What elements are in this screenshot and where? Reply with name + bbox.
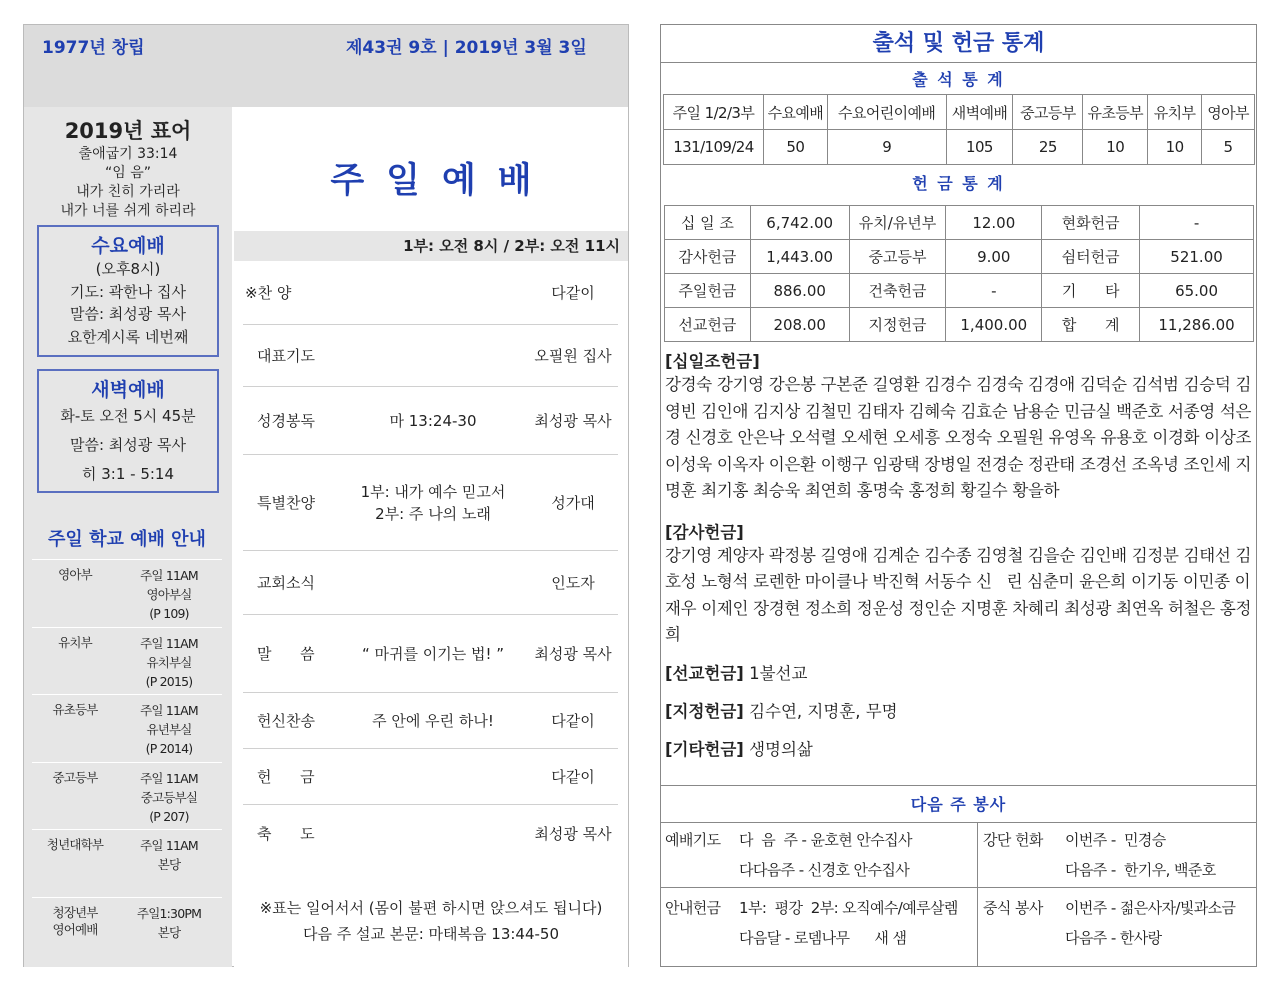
table-cell: 131/109/24 (664, 130, 764, 165)
table-cell: 1,443.00 (750, 240, 849, 274)
offering-title: 헌 금 통 계 (912, 174, 1005, 193)
ss-info (124, 769, 214, 826)
order-of-worship (234, 261, 628, 967)
table-cell: 합 계 (1042, 308, 1140, 342)
usher-label: 안내헌금 (665, 899, 721, 917)
order-leader: 인도자 (551, 574, 595, 592)
thanks-heading: [감사헌금] (665, 522, 744, 542)
order-notes (234, 895, 628, 947)
order-row (243, 455, 618, 551)
ss-info (124, 904, 214, 942)
stats-title: 출석 및 헌금 통계 (661, 25, 1256, 63)
order-row (243, 551, 618, 615)
service-title-block (234, 107, 628, 229)
table-cell: 현화헌금 (1042, 206, 1140, 240)
altar-next: 다음주 - 한기우, 백준호 (1065, 861, 1216, 879)
bulletin-right-page (660, 24, 1257, 967)
order-label: 축 도 (257, 825, 315, 843)
service-title: 주일예배 (330, 161, 554, 201)
meal-label: 중식 봉사 (983, 899, 1043, 917)
offering-row (665, 274, 1254, 308)
table-cell: 유치부 (1148, 95, 1202, 130)
order-leader: 최성광 목사 (534, 645, 612, 663)
wednesday-prayer: 기도: 곽한나 집사 (69, 282, 187, 301)
sunday-school-row (32, 560, 222, 628)
ss-dept: 유초등부 (52, 702, 98, 717)
left-sidebar (24, 107, 232, 967)
order-label: 말 씀 (257, 645, 315, 663)
ss-dept: 유치부 (58, 634, 92, 650)
order-leader: 다같이 (551, 712, 595, 730)
table-cell: 6,742.00 (750, 206, 849, 240)
offering-row (665, 206, 1254, 240)
order-leader: 오필원 집사 (534, 347, 612, 365)
ss-room: (P 2014) (145, 741, 193, 756)
table-cell: 65.00 (1140, 274, 1254, 308)
ss-place: 유년부실 (146, 722, 192, 737)
prayer-this: 다 음 주 - 윤호현 안수집사 (739, 831, 912, 849)
attendance-table (663, 94, 1255, 165)
table-cell: - (946, 274, 1042, 308)
table-cell: 건축헌금 (849, 274, 946, 308)
table-cell: 유초등부 (1083, 95, 1148, 130)
tithe-section (665, 348, 1253, 505)
table-cell: 886.00 (750, 274, 849, 308)
table-cell: 5 (1202, 130, 1255, 165)
order-row (243, 261, 618, 325)
order-leader: 성가대 (551, 494, 595, 512)
table-cell: 521.00 (1140, 240, 1254, 274)
serving-divider (977, 823, 978, 967)
usher-this: 1부: 평강 2부: 오직예수/예루살렘 (739, 899, 958, 917)
table-cell: 중고등부 (1013, 95, 1083, 130)
order-leader: 최성광 목사 (534, 412, 612, 430)
wednesday-title: 수요예배 (91, 235, 165, 257)
wednesday-time: (오후8시) (95, 260, 161, 278)
mission-section (665, 663, 1253, 685)
order-row (243, 325, 618, 387)
table-cell: 영아부 (1202, 95, 1255, 130)
mission-heading: [선교헌금] (665, 663, 744, 683)
table-cell: 9 (827, 130, 946, 165)
attendance-title: 출 석 통 계 (912, 70, 1005, 89)
serving-title: 다음 주 봉사 (661, 785, 1256, 823)
table-cell: 12.00 (946, 206, 1042, 240)
table-cell: 주일헌금 (665, 274, 751, 308)
standing-note: ※표는 일어서서 (몸이 불편 하시면 앉으셔도 됩니다) (259, 899, 603, 917)
table-cell: 50 (763, 130, 827, 165)
ss-dept: 영아부 (58, 567, 92, 582)
other-heading: [기타헌금] (665, 739, 744, 759)
dawn-service-box (37, 369, 219, 493)
table-cell: 수요예배 (763, 95, 827, 130)
ss-time: 주일 11AM (140, 770, 198, 786)
altar-this: 이번주 - 민경승 (1065, 831, 1166, 849)
offering-table (664, 205, 1254, 342)
wednesday-service-box (37, 225, 219, 357)
next-sermon-text: 다음 주 설교 본문: 마태복음 13:44-50 (302, 925, 559, 943)
table-cell: 10 (1083, 130, 1148, 165)
order-row (243, 387, 618, 455)
ss-room: (P 109) (149, 606, 189, 621)
sunday-school-title: 주일 학교 예배 안내 (32, 520, 222, 560)
order-detail: 1부: 내가 예수 믿고서 2부: 주 나의 노래 (360, 483, 506, 523)
meal-next: 다음주 - 한사랑 (1065, 929, 1162, 947)
designated-heading: [지정헌금] (665, 701, 744, 721)
ss-time: 주일 11AM (140, 568, 198, 583)
designated-names: 김수연, 지명훈, 무명 (749, 701, 898, 721)
bulletin-left-page (23, 24, 629, 967)
sunday-school-row (32, 830, 222, 898)
bulletin-header (24, 25, 628, 107)
meal-this: 이번주 - 젊은사자/빛과소금 (1065, 899, 1236, 917)
ss-place: 본당 (157, 857, 181, 872)
wednesday-sermon: 말씀: 최성광 목사 (69, 305, 187, 323)
motto-line-1: 내가 친히 가리라 (76, 184, 180, 200)
order-detail: 주 안에 우린 하나! (372, 712, 494, 730)
sunday-school-row (32, 628, 222, 696)
ss-info (124, 566, 214, 623)
order-detail: “ 마귀를 이기는 법! ” (361, 645, 505, 663)
serving-divider (661, 887, 1256, 888)
serving-table (661, 823, 1256, 967)
motto-word: “임 음” (104, 165, 151, 181)
annual-motto (24, 107, 232, 221)
ss-place: 영아부실 (146, 587, 192, 602)
sunday-school-guide (32, 520, 222, 960)
table-cell: 중고등부 (849, 240, 946, 274)
ss-time: 주일 11AM (140, 635, 198, 651)
motto-line-2: 내가 너를 쉬게 하리라 (60, 203, 196, 219)
table-cell: 유치/유년부 (849, 206, 946, 240)
dawn-text: 히 3:1 - 5:14 (81, 465, 175, 483)
giving-list (665, 348, 1253, 777)
prayer-next: 다다음주 - 신경호 안수집사 (739, 861, 910, 879)
sunday-school-row (32, 898, 222, 966)
founded-year: 1977년 창립 (42, 38, 145, 58)
table-cell: 주일 1/2/3부 (664, 95, 764, 130)
designated-section (665, 701, 1253, 723)
order-detail: 마 13:24-30 (389, 412, 477, 430)
wednesday-series: 요한계시록 네번째 (67, 327, 189, 346)
table-cell: 10 (1148, 130, 1202, 165)
table-cell: 쉼터헌금 (1042, 240, 1140, 274)
motto-reference: 출애굽기 33:14 (78, 146, 178, 162)
table-cell: 선교헌금 (665, 308, 751, 342)
ss-room: (P 2015) (145, 673, 193, 689)
tithe-heading: [십일조헌금] (665, 352, 760, 371)
ss-info (124, 836, 214, 874)
prayer-label: 예배기도 (665, 831, 721, 849)
ss-dept: 청장년부 영어예배 (52, 904, 98, 937)
thanks-section (665, 519, 1253, 649)
order-label: 대표기도 (257, 347, 315, 365)
offering-row (665, 240, 1254, 274)
tithe-names: 강경숙 강기영 강은봉 구본준 길영환 김경수 김경숙 김경애 김덕순 김석범 김승덕 김영빈 김인애 김지상 김철민 김태자 김혜숙 김효순 남용순 민금실 백준호 서종영 석은경 신경호 안은낙 오석렬 오세현 오세흥 오정숙 오필원 유영옥 유용호 이경화 이상조 이성욱 이옥자 이은환 이행구 임광택 장병일 전경순 정관태 조경선 조옥녕 조인세 지명훈 최기홍 최승욱 최연희 홍명숙 홍정희 황길수 황을하 (665, 375, 1252, 500)
ss-dept: 청년대학부 (46, 837, 104, 852)
order-row (243, 749, 618, 805)
attendance-header-row (664, 95, 1255, 130)
table-cell: 수요어린이예배 (827, 95, 946, 130)
sunday-school-row (32, 695, 222, 763)
usher-next: 다음달 - 로뎀나무 새 샘 (739, 929, 907, 947)
other-section (665, 739, 1253, 761)
table-cell: 지정헌금 (849, 308, 946, 342)
thanks-names: 강기영 계양자 곽정봉 길영애 김계순 김수종 김영철 김을순 김인배 김정분 김태선 김호성 노형석 로렌한 마이클나 박진혁 서동수 신 린 심춘미 윤은희 이기동 이민종 이재우 이제인 장경현 정소희 정운성 정인순 지명훈 차혜리 최성광 최연옥 허철은 홍정희 (665, 545, 1252, 644)
order-label: ※찬 양 (245, 284, 292, 302)
altar-label: 강단 헌화 (983, 831, 1043, 849)
ss-time: 주일 11AM (140, 838, 198, 853)
order-row (243, 805, 618, 863)
dawn-time: 화-토 오전 5시 45분 (60, 407, 196, 425)
service-times: 1부: 오전 8시 / 2부: 오전 11시 (234, 231, 628, 261)
ss-info (124, 701, 214, 758)
order-leader: 최성광 목사 (534, 825, 612, 843)
motto-title: 2019년 표어 (64, 119, 192, 143)
order-label: 특별찬양 (257, 494, 315, 512)
sunday-school-row (32, 763, 222, 831)
ss-place: 유치부실 (146, 654, 192, 670)
table-cell: 기 타 (1042, 274, 1140, 308)
attendance-value-row (664, 130, 1255, 165)
order-row (243, 615, 618, 693)
ss-info (124, 634, 214, 691)
order-row (243, 693, 618, 749)
table-cell: 9.00 (946, 240, 1042, 274)
ss-room: (P 207) (149, 808, 189, 824)
ss-time: 주일1:30PM (136, 905, 202, 921)
order-label: 헌 금 (257, 768, 315, 786)
table-cell: 11,286.00 (1140, 308, 1254, 342)
order-leader: 다같이 (551, 284, 595, 302)
issue-date: 제43권 9호 | 2019년 3월 3일 (346, 38, 587, 58)
table-cell: 1,400.00 (946, 308, 1042, 342)
table-cell: 25 (1013, 130, 1083, 165)
table-cell: 감사헌금 (665, 240, 751, 274)
dawn-sermon: 말씀: 최성광 목사 (69, 436, 187, 454)
order-label: 헌신찬송 (257, 712, 315, 730)
offering-row (665, 308, 1254, 342)
mission-names: 1불선교 (749, 663, 808, 683)
table-cell: 십 일 조 (665, 206, 751, 240)
ss-place: 본당 (157, 924, 181, 940)
table-cell: 새벽예배 (946, 95, 1013, 130)
table-cell: - (1140, 206, 1254, 240)
ss-time: 주일 11AM (140, 703, 198, 718)
other-names: 생명의삶 (749, 739, 813, 759)
table-cell: 208.00 (750, 308, 849, 342)
ss-dept: 중고등부 (52, 769, 98, 785)
dawn-title: 새벽예배 (91, 379, 165, 401)
order-leader: 다같이 (551, 768, 595, 786)
ss-place: 중고등부실 (140, 789, 198, 805)
table-cell: 105 (946, 130, 1013, 165)
order-label: 교회소식 (257, 574, 315, 592)
order-label: 성경봉독 (257, 412, 315, 430)
